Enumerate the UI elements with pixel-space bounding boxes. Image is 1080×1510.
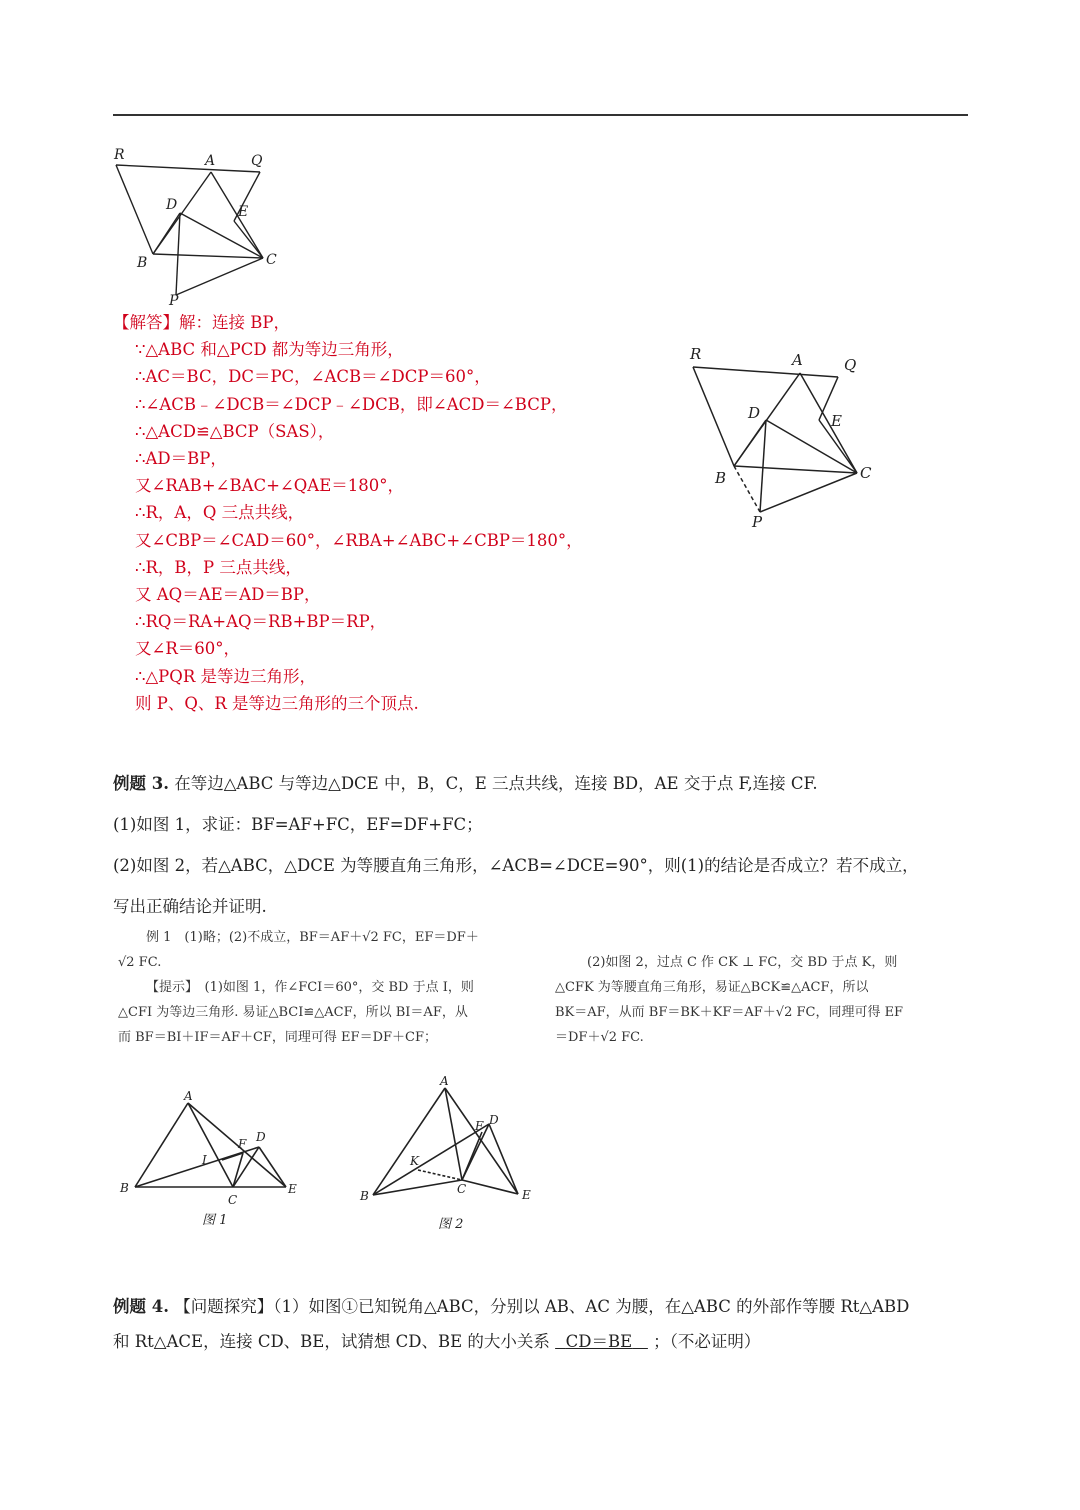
scan-right-line: (2)如图 2，过点 C 作 CK ⊥ FC，交 BD 于点 K，则 xyxy=(587,955,898,970)
example4-text-post: ；（不必证明） xyxy=(653,1332,761,1351)
figa-label-c: C xyxy=(228,1193,238,1207)
scan-right-line: BK＝AF，从而 BF＝BK＋KF＝AF＋√2 FC，同理可得 EF xyxy=(555,1005,904,1020)
figa-label-d: D xyxy=(256,1130,266,1144)
scan-left-line: 例 1 (1)略；(2)不成立，BF＝AF＋√2 FC，EF＝DF＋ xyxy=(146,930,479,945)
example4-answer-blank xyxy=(555,1332,648,1351)
figa-caption: 图 1 xyxy=(202,1213,228,1228)
fig2-label-r: R xyxy=(690,345,702,363)
figure-pqr-small xyxy=(110,145,290,309)
solution-header: 【解答】解：连接 BP， xyxy=(113,313,290,332)
example3-title: 例题 3. xyxy=(113,774,169,793)
example3-part2: (2)如图 2，若△ABC，△DCE 为等腰直角三角形，∠ACB=∠DCE=90°，则(1)的结论是否成立？若不成立， xyxy=(113,856,919,875)
solution-block xyxy=(113,309,583,717)
fig2-label-d: D xyxy=(748,404,761,422)
example4-line1 xyxy=(113,1293,909,1317)
example3-part1: (1)如图 1，求证：BF=AF+FC，EF=DF+FC； xyxy=(113,815,483,834)
solution-line: ∴∠ACB﹣∠DCB＝∠DCP﹣∠DCB，即∠ACD＝∠BCP， xyxy=(135,394,568,414)
solution-line: ∴△ACD≌△BCP（SAS）， xyxy=(135,421,335,441)
fig1-label-r: R xyxy=(114,147,125,163)
scan-answer-left xyxy=(118,925,479,1050)
figb-label-b: B xyxy=(360,1189,369,1203)
figure-example3-2 xyxy=(358,1072,558,1232)
example4-text: 【问题探究】（1）如图①已知锐角△ABC，分别以 AB、AC 为腰，在△ABC 的外部作等腰 Rt△ABD xyxy=(174,1297,910,1316)
example3-part2-cont: 写出正确结论并证明. xyxy=(113,897,267,916)
example3-statement xyxy=(113,770,818,794)
solution-line: ∴△PQR 是等边三角形， xyxy=(135,666,316,686)
example4-line2 xyxy=(113,1328,760,1352)
figb-caption: 图 2 xyxy=(438,1217,464,1232)
figb-label-k: K xyxy=(410,1154,419,1168)
figa-label-f: F xyxy=(238,1137,247,1151)
example4-title: 例题 4. xyxy=(113,1297,169,1316)
solution-line: 又∠R＝60°， xyxy=(135,639,240,659)
solution-line: ∴AC＝BC，DC＝PC，∠ACB＝∠DCP＝60°， xyxy=(135,367,491,387)
fig1-label-e: E xyxy=(238,204,249,220)
fig1-label-a: A xyxy=(205,153,216,169)
scan-right-line: ＝DF＋√2 FC. xyxy=(555,1030,644,1045)
fig1-label-p: P xyxy=(169,293,179,309)
fig2-label-q: Q xyxy=(844,356,857,374)
scan-left-line: √2 FC. xyxy=(118,955,162,970)
fig2-label-e: E xyxy=(831,412,842,430)
scan-right-line: △CFK 为等腰直角三角形，易证△BCK≌△ACF，所以 xyxy=(555,980,869,995)
figa-label-b: B xyxy=(120,1181,129,1195)
example4-text-pre: 和 Rt△ACE，连接 CD、BE，试猜想 CD、BE 的大小关系 xyxy=(113,1332,550,1351)
solution-line: 又∠CBP＝∠CAD＝60°，∠RBA+∠ABC+∠CBP＝180°， xyxy=(135,530,583,550)
fig1-label-b: B xyxy=(137,255,148,271)
figb-label-c: C xyxy=(457,1182,467,1196)
fig2-label-c: C xyxy=(860,464,872,482)
solution-line: ∵△ABC 和△PCD 都为等边三角形， xyxy=(135,340,404,360)
example4-answer: CD＝BE xyxy=(565,1332,633,1351)
fig2-label-b: B xyxy=(715,469,727,487)
solution-line: ∴R，B，P 三点共线， xyxy=(135,557,302,577)
solution-line: ∴RQ＝RA+AQ＝RB+BP＝RP， xyxy=(135,612,387,632)
solution-line: 则 P、Q、R 是等边三角形的三个顶点. xyxy=(135,693,419,713)
figb-label-a: A xyxy=(440,1074,449,1088)
example3-text: 在等边△ABC 与等边△DCE 中，B，C，E 三点共线，连接 BD，AE 交于点 F,连接 CF. xyxy=(174,774,818,793)
figure-pqr-large xyxy=(688,343,888,533)
header-rule xyxy=(113,114,968,116)
figb-label-d: D xyxy=(489,1113,499,1127)
fig2-label-a: A xyxy=(792,351,803,369)
figb-label-e: E xyxy=(522,1188,531,1202)
scan-left-line: 而 BF＝BI＋IF＝AF＋CF，同理可得 EF＝DF＋CF； xyxy=(118,1030,437,1045)
figa-label-e: E xyxy=(288,1182,297,1196)
solution-line: ∴AD＝BP， xyxy=(135,449,227,469)
figb-label-f: F xyxy=(475,1119,484,1133)
figa-label-a: A xyxy=(184,1089,193,1103)
scan-left-line: 【提示】 (1)如图 1，作∠FCI＝60°，交 BD 于点 I，则 xyxy=(146,980,474,995)
figa-label-i: I xyxy=(202,1153,207,1167)
solution-line: ∴R，A，Q 三点共线， xyxy=(135,503,305,523)
scan-answer-right xyxy=(555,950,903,1050)
solution-line: 又∠RAB+∠BAC+∠QAE＝180°， xyxy=(135,476,404,496)
fig1-label-q: Q xyxy=(251,153,263,169)
scan-left-line: △CFI 为等边三角形. 易证△BCI≌△ACF，所以 BI＝AF，从 xyxy=(118,1005,468,1020)
fig1-label-c: C xyxy=(266,252,277,268)
figure-example3-1 xyxy=(118,1090,318,1240)
solution-line: 又 AQ＝AE＝AD＝BP， xyxy=(135,585,321,605)
fig1-label-d: D xyxy=(166,197,178,213)
fig2-label-p: P xyxy=(752,513,763,531)
